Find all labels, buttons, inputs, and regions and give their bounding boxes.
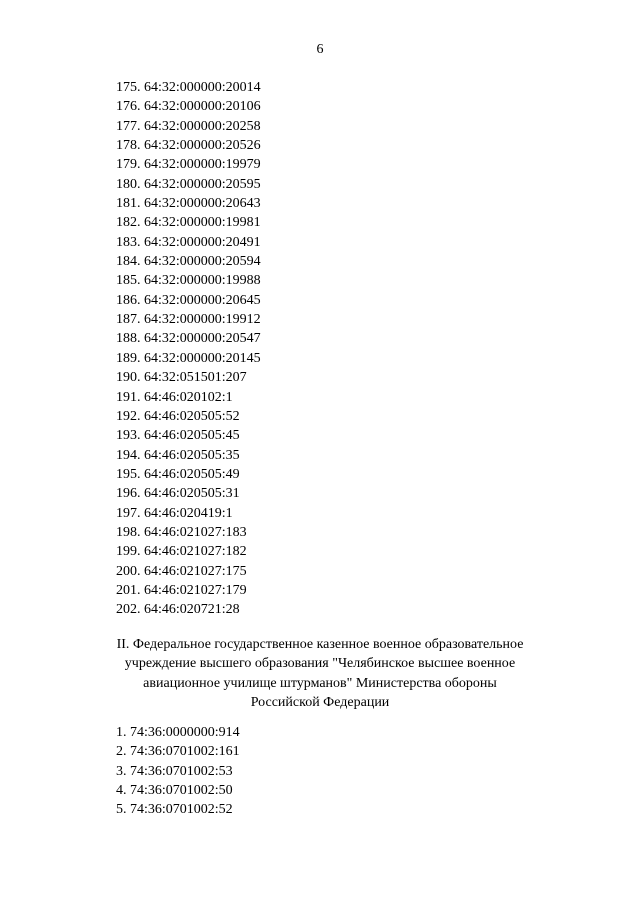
section-two-heading	[80, 635, 560, 712]
list-item: 176. 64:32:000000:20106	[116, 99, 261, 115]
list-item: 1. 74:36:0000000:914	[116, 725, 240, 740]
list-item: 2. 74:36:0701002:161	[116, 744, 240, 760]
list-item: 195. 64:46:020505:49	[116, 466, 240, 482]
cadastral-list-section-one	[116, 78, 261, 620]
list-item: 5. 74:36:0701002:52	[116, 802, 233, 818]
list-item: 201. 64:46:021027:179	[116, 582, 247, 598]
list-item: 196. 64:46:020505:31	[116, 486, 240, 502]
list-item: 186. 64:32:000000:20645	[116, 292, 261, 308]
list-item: 175. 64:32:000000:20014	[116, 80, 261, 95]
list-item: 200. 64:46:021027:175	[116, 563, 247, 579]
list-item: 190. 64:32:051501:207	[116, 370, 247, 386]
list-item: 180. 64:32:000000:20595	[116, 176, 261, 192]
list-item: 194. 64:46:020505:35	[116, 447, 240, 463]
section-heading-line: учреждение высшего образования "Челябинское высшее военное	[124, 656, 516, 672]
list-item: 4. 74:36:0701002:50	[116, 783, 233, 799]
list-item: 179. 64:32:000000:19979	[116, 157, 261, 173]
list-item: 178. 64:32:000000:20526	[116, 138, 261, 154]
list-item: 183. 64:32:000000:20491	[116, 234, 261, 250]
list-item: 182. 64:32:000000:19981	[116, 215, 261, 231]
list-item: 193. 64:46:020505:45	[116, 428, 240, 444]
list-item: 3. 74:36:0701002:53	[116, 763, 233, 779]
section-heading-line: Российской Федерации	[250, 694, 390, 710]
section-heading-line: II. Федеральное государственное казенное военное образовательное	[116, 637, 524, 652]
list-item: 202. 64:46:020721:28	[116, 602, 240, 618]
list-item: 187. 64:32:000000:19912	[116, 312, 261, 328]
list-item: 177. 64:32:000000:20258	[116, 118, 261, 134]
page-number: 6	[316, 42, 324, 57]
list-item: 192. 64:46:020505:52	[116, 408, 240, 424]
list-item: 198. 64:46:021027:183	[116, 524, 247, 540]
cadastral-list-section-two	[116, 723, 240, 820]
list-item: 188. 64:32:000000:20547	[116, 331, 261, 347]
list-item: 199. 64:46:021027:182	[116, 544, 247, 560]
list-item: 191. 64:46:020102:1	[116, 389, 233, 405]
section-heading-line: авиационное училище штурманов" Министерства обороны	[143, 675, 497, 691]
list-item: 181. 64:32:000000:20643	[116, 196, 261, 212]
list-item: 184. 64:32:000000:20594	[116, 254, 261, 270]
list-item: 185. 64:32:000000:19988	[116, 273, 261, 289]
list-item: 197. 64:46:020419:1	[116, 505, 233, 521]
list-item: 189. 64:32:000000:20145	[116, 350, 261, 366]
